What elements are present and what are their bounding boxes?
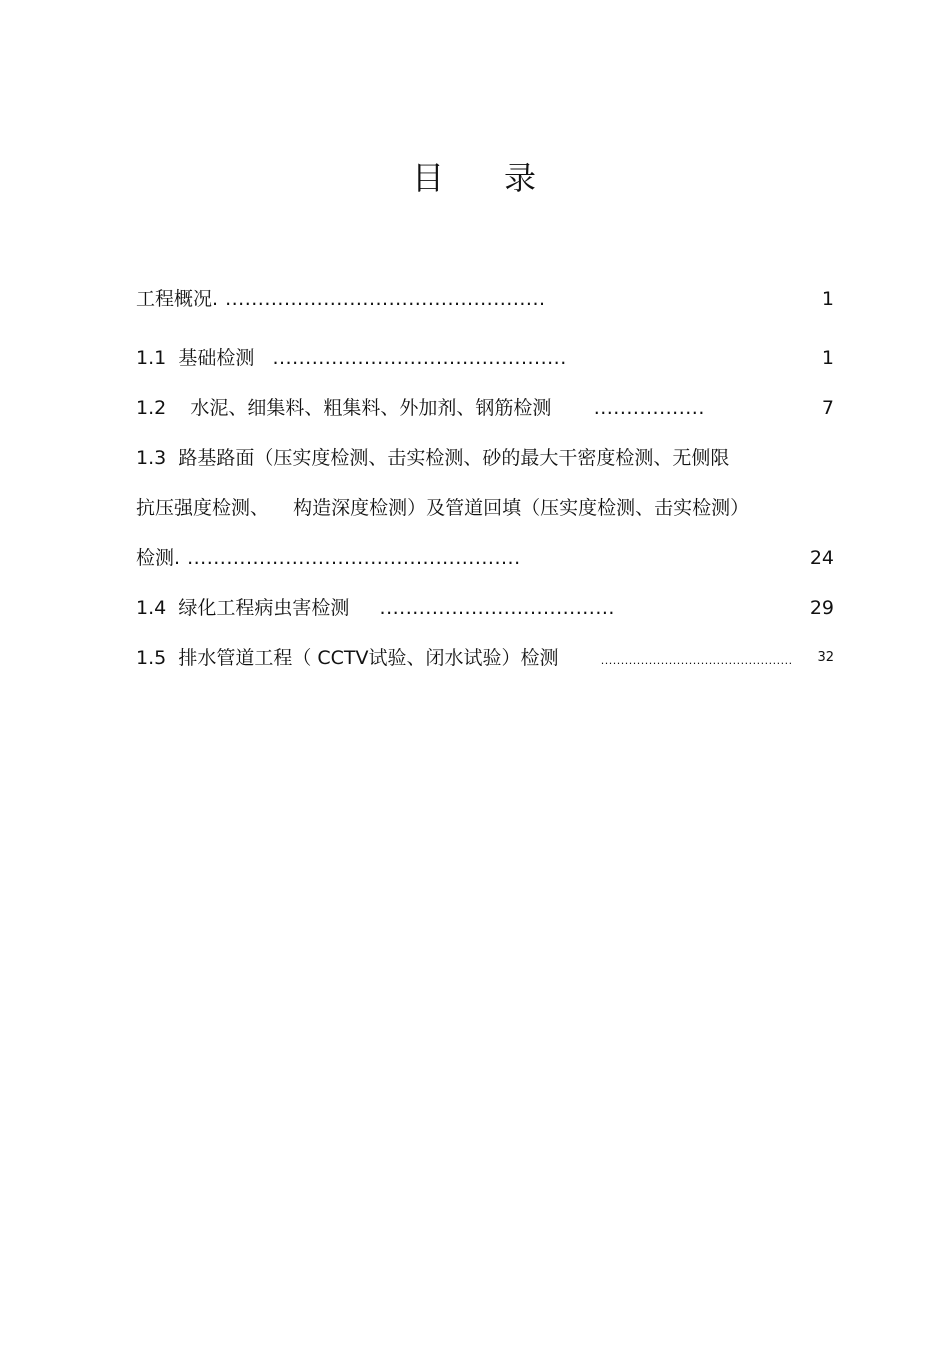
toc-entry-number: 1.2 — [136, 397, 167, 419]
toc-entry-text: 水泥、细集料、粗集料、外加剂、钢筋检测 — [190, 397, 552, 419]
toc-entry-text: 路基路面（压实度检测、击实检测、砂的最大干密度检测、无侧限 — [178, 447, 730, 469]
toc-entry-number: 1.3 — [136, 447, 167, 469]
toc-entry-text: 基础检测 — [178, 347, 255, 369]
toc-page-number: 7 — [821, 397, 834, 419]
toc-entry-text: 抗压强度检测、 构造深度检测）及管道回填（压实度检测、击实检测） — [136, 497, 750, 519]
toc-page-number: 1 — [821, 288, 834, 310]
toc-page-number: 24 — [809, 547, 834, 569]
toc-entry-text: 检测 — [136, 547, 175, 569]
toc-entry-text: 工程概况 — [136, 288, 213, 310]
toc-entry-overview[interactable] — [136, 285, 834, 313]
toc-entry-1-3-end[interactable] — [136, 544, 834, 572]
toc-leader-dots: . ................................................... — [174, 547, 521, 569]
toc-leader-dots: .................................... — [379, 597, 615, 619]
toc-entry-text: 绿化工程病虫害检测 — [178, 597, 350, 619]
toc-entry-number: 1.4 — [136, 597, 167, 619]
toc-page-number: 32 — [817, 650, 834, 665]
toc-entry-text: 排水管道工程（ CCTV试验、闭水试验）检测 — [178, 647, 559, 669]
toc-entry-1-4[interactable] — [136, 594, 834, 622]
toc-entry-1-5[interactable] — [136, 644, 834, 672]
toc-leader-dots: ................................................ — [600, 654, 793, 667]
toc-page-number: 29 — [809, 597, 834, 619]
title-char-2: 录 — [504, 159, 539, 197]
toc-entry-1-2[interactable] — [136, 394, 834, 422]
page-title — [0, 154, 950, 202]
toc-entry-number: 1.5 — [136, 647, 167, 669]
toc-entry-1-3[interactable] — [136, 444, 834, 472]
toc-entry-number: 1.1 — [136, 347, 167, 369]
toc-leader-dots: . ................................................. — [212, 288, 546, 310]
toc-leader-dots: ................. — [593, 397, 705, 419]
toc-entry-1-3-continued[interactable] — [136, 494, 834, 522]
title-char-1: 目 — [411, 159, 446, 197]
toc-entry-1-1[interactable] — [136, 344, 834, 372]
toc-page-number: 1 — [821, 347, 834, 369]
toc-leader-dots: ............................................. — [272, 347, 567, 369]
